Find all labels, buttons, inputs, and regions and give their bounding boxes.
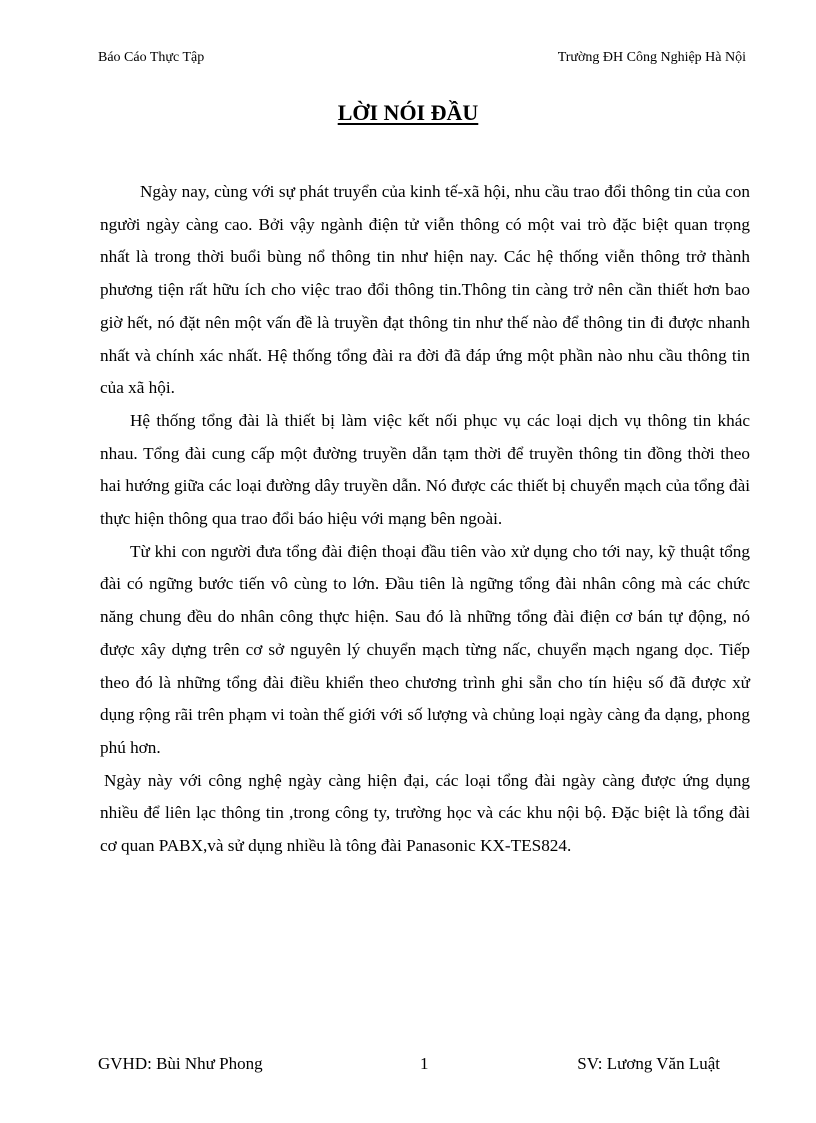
footer-student: SV: Lương Văn Luật	[577, 1054, 720, 1073]
header-report-title: Báo Cáo Thực Tập	[98, 50, 205, 65]
document-body	[100, 176, 750, 863]
page-footer	[98, 1054, 720, 1078]
paragraph-3: Từ khi con người đưa tổng đài điện thoại đầu tiên vào xử dụng cho tới nay, kỹ thuật tổng đài có ngững bước tiến vô cùng to lớn. Đầu tiên là ngững tổng đài nhân công mà các chức năng chung đều do nhân công thực hiện. Sau đó là những tổng đài điện cơ bán tự động, nó được xây dựng trên cơ sở nguyên lý chuyển mạch từng nấc, chuyển mạch ngang dọc. Tiếp theo đó là những tổng đài điều khiển theo chương trình ghi sẵn cho tín hiệu số đã được xử dụng rộng rãi trên phạm vi toàn thế giới với số lượng và chủng loại ngày càng đa dạng, phong phú hơn.	[100, 541, 750, 757]
page-title	[0, 100, 816, 126]
footer-supervisor: GVHD: Bùi Như Phong	[98, 1054, 263, 1073]
paragraph-4: Ngày này với công nghệ ngày càng hiện đại, các loại tổng đài ngày càng được ứng dụng nhiều để liên lạc thông tin ,trong công ty, trường học và các khu nội bộ. Đặc biệt là tổng đài cơ quan PABX,và sử dụng nhiều là tông đài Panasonic KX-TES824.	[100, 770, 750, 856]
page-number: 1	[420, 1054, 429, 1073]
header-university: Trường ĐH Công Nghiệp Hà Nội	[557, 50, 746, 65]
paragraph-1: Ngày nay, cùng với sự phát truyển của kinh tế-xã hội, nhu cầu trao đổi thông tin của con người ngày càng cao. Bởi vậy ngành điện tử viễn thông có một vai trò đặc biệt quan trọng nhất là trong thời buổi bùng nổ thông tin như hiện nay. Các hệ thống viễn thông trở thành phương tiện rất hữu ích cho việc trao đổi thông tin.Thông tin càng trở nên cần thiết hơn bao giờ hết, nó đặt nên một vấn đề là truyền đạt thông tin như thế nào để thông tin đi được nhanh nhất và chính xác nhất. Hệ thống tổng đài ra đời đã đáp ứng một phần nào nhu cầu thông tin của xã hội.	[100, 182, 750, 398]
page-title-text: LỜI NÓI ĐẦU	[337, 100, 479, 125]
page-header	[98, 50, 746, 70]
paragraph-2: Hệ thống tổng đài là thiết bị làm việc kết nối phục vụ các loại dịch vụ thông tin khác nhau. Tổng đài cung cấp một đường truyền dẫn tạm thời để truyền thông tin đồng thời theo hai hướng giữa các loại đường dây truyền dẫn. Nó được các thiết bị chuyển mạch của tổng đài thực hiện thông qua trao đổi báo hiệu với mạng bên ngoài.	[100, 410, 750, 529]
